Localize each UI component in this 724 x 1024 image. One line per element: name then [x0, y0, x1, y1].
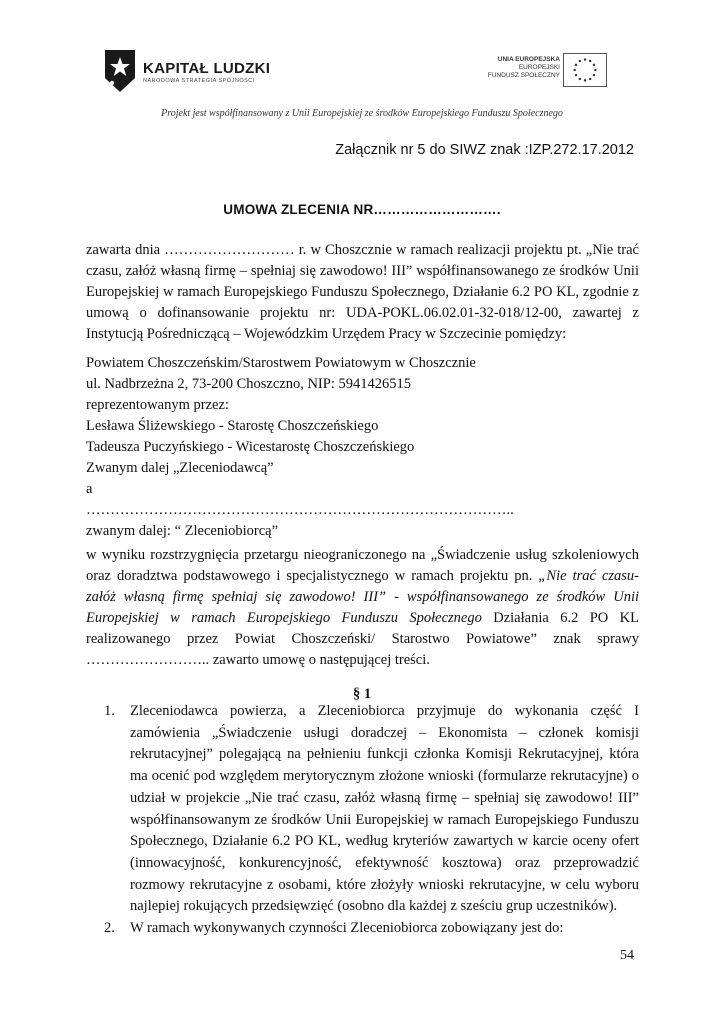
- intro-paragraph: zawarta dnia ……………………… r. w Choszcznie w ramach realizacji projektu pt. „Nie trać czasu, załóż własną firmę – spełniaj się zawodowo! III” współfinansowanego ze środków Unii Europejskiej w ramach Europejskiego Funduszu Społecznego, Działanie 6.2 PO KL, zgodnie z umową o dofinansowanie projektu nr: UDA-POKL.06.02.01-32-018/12-00, zawartej z Instytucją Pośredniczącą – Wojewódzkim Urzędem Pracy w Szczecinie pomiędzy:: [86, 242, 639, 342]
- eu-star-icon: [594, 69, 596, 71]
- eu-logo-line1: UNIA EUROPEJSKA: [497, 56, 560, 63]
- eu-star-icon: [589, 78, 591, 80]
- list-item-number: 2.: [104, 920, 115, 937]
- tender-project-name: „Nie trać czasu- załóż własną firmę spełniaj się zawodowo! III” - współfinansowanego ze środków Unii Europejskiej w ramach Europejskiego Funduszu Społecznego: [86, 568, 640, 626]
- eu-logo-line2: EUROPEJSKI: [518, 64, 560, 71]
- section-heading: § 1: [352, 686, 372, 702]
- eu-star-icon: [579, 60, 581, 62]
- eu-star-icon: [589, 60, 591, 62]
- party-line: ul. Nadbrzeżna 2, 73-200 Choszczno, NIP: 5941426515: [86, 376, 411, 392]
- tender-text-end: Działania 6.2 PO KL realizowanego przez Powiat Choszczeński/ Starostwo Powiatowe” znak sprawy …………………….. zawarto umowę o następującej treści.: [86, 610, 640, 668]
- document-title: UMOWA ZLECENIA NR……………………….: [223, 202, 501, 217]
- eu-star-icon: [584, 58, 586, 60]
- eu-logo: [486, 53, 610, 93]
- kapital-ludzki-title: KAPITAŁ LUDZKI: [143, 60, 271, 77]
- eu-star-icon: [575, 64, 577, 66]
- eu-star-icon: [573, 69, 575, 71]
- party-line: ……………………………………………………………………………..: [86, 502, 514, 518]
- eu-flag-icon: [563, 53, 607, 87]
- list-item-text: Zleceniodawca powierza, a Zleceniobiorca przyjmuje do wykonania część I zamówienia „Świadczenie usługi doradczej – Ekonomista – członek komisji rekrutacyjnej” polegającą na pełnieniu funkcji członka Komisji Rekrutacyjnej, która ma ocenić pod względem merytorycznym złożone wnioski (formularze rekrutacyjne) o udział w projekcie „Nie trać czasu, załóż własną firmę – spełniaj się zawodowo! III” współfinansowanym ze środków Unii Europejskiej w ramach Europejskiego Funduszu Społecznego, Działanie 6.2 PO KL, według kryteriów zawartych w karcie oceny ofert (innowacyjność, konkurencyjność, efektywność kosztowa) oraz przeprowadzić rozmowy rekrutacyjne z osobami, które złożyły wnioski rekrutacyjne, w celu wyboru najlepiej rokujących przedsięwzięć (osobno dla każdej z sześciu grup uczestników).: [130, 703, 639, 915]
- funding-note: Projekt jest współfinansowany z Unii Europejskiej ze środków Europejskiego Funduszu Społecznego: [161, 108, 563, 119]
- party-line: reprezentowanym przez:: [86, 397, 229, 413]
- party-line: a: [86, 481, 93, 497]
- header-logos: [0, 0, 724, 110]
- eu-star-icon: [575, 74, 577, 76]
- party-line: Lesława Śliżewskiego - Starostę Choszczeńskiego: [86, 418, 379, 434]
- kapital-ludzki-emblem-icon: [103, 48, 137, 94]
- party-line: Zwanym dalej „Zleceniodawcą”: [86, 460, 274, 476]
- eu-star-icon: [593, 74, 595, 76]
- party-line: zwanym dalej: “ Zleceniobiorcą”: [86, 523, 279, 539]
- eu-logo-line3: FUNDUSZ SPOŁECZNY: [487, 72, 560, 79]
- list-item-number: 1.: [104, 703, 115, 719]
- points-list: [86, 701, 639, 940]
- parties-block: [86, 353, 646, 542]
- eu-star-icon: [584, 79, 586, 81]
- attachment-reference: Załącznik nr 5 do SIWZ znak :IZP.272.17.2012: [335, 142, 634, 158]
- kapital-ludzki-subtitle: NARODOWA STRATEGIA SPÓJNOŚCI: [143, 78, 255, 84]
- list-item-text: W ramach wykonywanych czynności Zleceniobiorca zobowiązany jest do:: [130, 920, 564, 937]
- eu-logo-text: [486, 56, 560, 80]
- tender-text: w wyniku rozstrzygnięcia przetargu nieograniczonego na „Świadczenie usług szkoleniowych oraz doradztwa podstawowego i specjalistycznego w ramach projektu pn.: [86, 547, 639, 584]
- list-item: [86, 701, 639, 918]
- eu-star-icon: [579, 78, 581, 80]
- tender-paragraph: [86, 545, 639, 671]
- party-line: Powiatem Choszczeńskim/Starostwem Powiatowym w Choszcznie: [86, 355, 476, 371]
- party-line: Tadeusza Puczyńskiego - Wicestarostę Choszczeńskiego: [86, 439, 415, 455]
- list-item: [86, 918, 639, 940]
- kapital-ludzki-logo: [103, 48, 271, 96]
- page-number: 54: [620, 948, 634, 963]
- eu-star-icon: [593, 64, 595, 66]
